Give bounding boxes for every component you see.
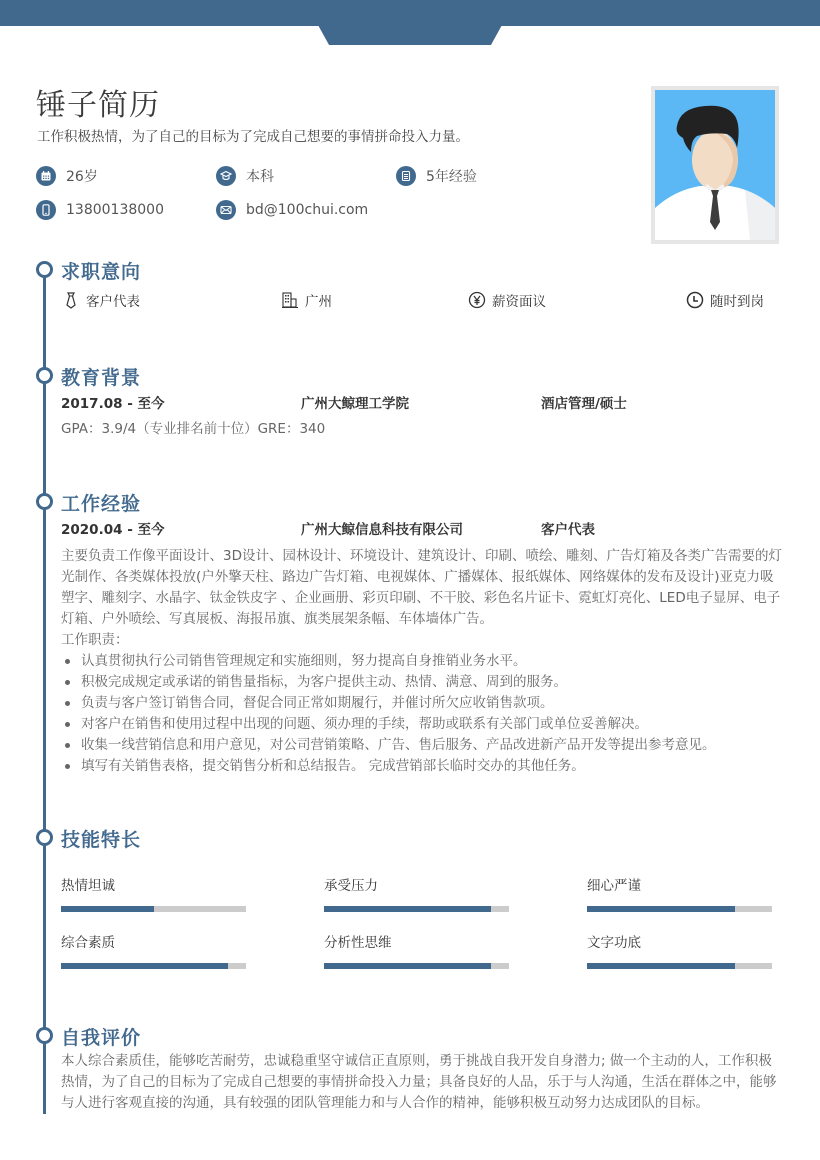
avatar-photo	[655, 90, 775, 240]
calendar-icon	[36, 166, 56, 186]
header-banner	[0, 0, 820, 26]
list-item: 填写有关销售表格，提交销售分析和总结报告。 完成营销部长临时交办的其他任务。	[61, 756, 785, 777]
info-email	[216, 200, 368, 220]
education-major: 酒店管理/硕士	[541, 396, 627, 412]
skill-name: 热情坦诚	[61, 878, 115, 894]
section-marker	[36, 493, 53, 510]
section-marker	[36, 829, 53, 846]
intent-position-value: 客户代表	[86, 294, 140, 310]
clock-icon	[686, 291, 704, 309]
list-item: 认真贯彻执行公司销售管理规定和实施细则，努力提高自身推销业务水平。	[61, 651, 785, 672]
list-item: 对客户在销售和使用过程中出现的问题、须办理的手续，帮助或联系有关部门或单位妥善解决。	[61, 714, 785, 735]
education-school: 广州大鲸理工学院	[301, 396, 409, 412]
self-eval-text: 本人综合素质佳，能够吃苦耐劳，忠诚稳重坚守诚信正直原则，勇于挑战自我开发自身潜力; 做一个主动的人，工作积极热情，为了自己的目标为了完成自己想要的事情拼命投入力量；具备良好的人品，乐于与人沟通，生活在群体之中，能够与人进行客观直接的沟通，具有较强的团队管理能力和与人合作的精神，能够积极互动努力达成团队的目标。	[61, 1053, 777, 1111]
skill-name: 细心严谨	[587, 878, 641, 894]
skill-name: 承受压力	[324, 878, 378, 894]
skill-item	[587, 874, 772, 912]
skill-bar-fill	[61, 906, 154, 912]
info-phone	[36, 200, 164, 220]
section-title-education: 教育背景	[61, 367, 142, 389]
education-period: 2017.08 - 至今	[61, 396, 165, 412]
list-item: 收集一线营销信息和用户意见，对公司营销策略、广告、售后服务、产品改进新产品开发等提出参考意见。	[61, 735, 785, 756]
skill-item	[324, 931, 509, 969]
section-title-skills: 技能特长	[61, 829, 142, 851]
skill-bar-fill	[587, 963, 735, 969]
skill-item	[587, 931, 772, 969]
work-duties-list	[61, 651, 785, 777]
phone-value[interactable]: 13800138000	[66, 202, 164, 218]
intent-position	[62, 290, 140, 310]
skill-name: 分析性思维	[324, 935, 392, 951]
work-position: 客户代表	[541, 522, 595, 538]
timeline-line	[43, 270, 46, 1114]
info-age	[36, 166, 98, 186]
clipboard-icon	[396, 166, 416, 186]
work-period: 2020.04 - 至今	[61, 522, 165, 538]
motto: 工作积极热情，为了自己的目标为了完成自己想要的事情拼命投入力量。	[37, 129, 469, 145]
skill-item	[61, 931, 246, 969]
mail-icon	[216, 200, 236, 220]
resume-title: 锤子简历	[36, 88, 160, 123]
section-marker	[36, 261, 53, 278]
graduation-cap-icon	[216, 166, 236, 186]
section-title-self-eval: 自我评价	[61, 1027, 142, 1049]
work-description: 主要负责工作像平面设计、3D设计、园林设计、环境设计、建筑设计、印刷、喷绘、雕刻、广告灯箱及各类广告需要的灯光制作、各类媒体投放(户外擎天柱、路边广告灯箱、电视媒体、广播媒体、报纸媒体、网络媒体的发布及设计)亚克力吸塑字、雕刻字、水晶字、钛金铁皮字 、企业画册、彩页印刷、不干胶、彩色名片证卡、霓虹灯亮化、LED电子显屏、电子灯箱、户外喷绘、写真展板、海报吊旗、旗类展架条幅、车体墙体广告。	[61, 548, 782, 627]
intent-city	[281, 290, 332, 310]
section-marker	[36, 1027, 53, 1044]
yen-icon	[468, 291, 486, 309]
tie-icon	[62, 291, 80, 309]
experience-value: 5年经验	[426, 169, 477, 185]
skill-name: 文字功底	[587, 935, 641, 951]
skill-bar	[324, 963, 509, 969]
skill-item	[324, 874, 509, 912]
skill-bar	[324, 906, 509, 912]
skill-bar-fill	[324, 906, 491, 912]
skill-bar-fill	[61, 963, 228, 969]
header-banner-tab	[318, 25, 502, 45]
avatar	[651, 86, 779, 244]
section-marker	[36, 367, 53, 384]
intent-salary-value: 薪资面议	[492, 294, 546, 310]
intent-availability-value: 随时到岗	[710, 294, 764, 310]
section-title-work: 工作经验	[61, 493, 142, 515]
info-education	[216, 166, 274, 186]
work-company: 广州大鲸信息科技有限公司	[301, 522, 463, 538]
phone-icon	[36, 200, 56, 220]
skill-bar	[61, 963, 246, 969]
age-value: 26岁	[66, 169, 98, 185]
section-title-intent: 求职意向	[61, 261, 142, 283]
skill-name: 综合素质	[61, 935, 115, 951]
skill-item	[61, 874, 246, 912]
skill-bar-fill	[587, 906, 735, 912]
skill-bar	[61, 906, 246, 912]
list-item: 负责与客户签订销售合同，督促合同正常如期履行，并催讨所欠应收销售款项。	[61, 693, 785, 714]
intent-city-value: 广州	[305, 294, 332, 310]
education-detail: GPA：3.9/4（专业排名前十位）GRE：340	[61, 421, 326, 437]
degree-value: 本科	[246, 169, 274, 185]
building-icon	[281, 291, 299, 309]
skill-bar	[587, 963, 772, 969]
intent-availability	[686, 290, 764, 310]
info-experience	[396, 166, 477, 186]
skill-bar-fill	[324, 963, 491, 969]
list-item: 积极完成规定或承诺的销售量指标，为客户提供主动、热情、满意、周到的服务。	[61, 672, 785, 693]
email-value[interactable]: bd@100chui.com	[246, 202, 369, 218]
work-duties-label: 工作职责：	[61, 632, 129, 648]
intent-salary	[468, 290, 546, 310]
skill-bar	[587, 906, 772, 912]
